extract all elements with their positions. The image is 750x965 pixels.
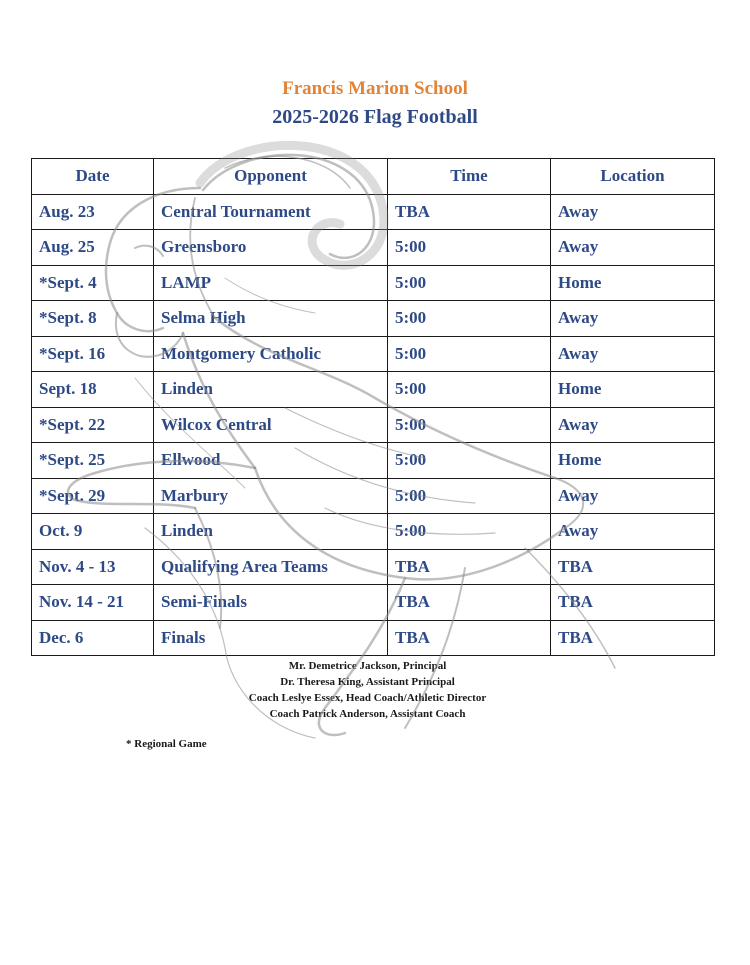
table-row [32, 230, 715, 266]
cell-date: Dec. 6 [32, 620, 154, 656]
cell-time: 5:00 [388, 478, 551, 514]
column-header-location: Location [551, 159, 715, 195]
table-row [32, 620, 715, 656]
cell-opponent: Montgomery Catholic [154, 336, 388, 372]
cell-date: Nov. 14 - 21 [32, 585, 154, 621]
cell-opponent: Semi-Finals [154, 585, 388, 621]
cell-opponent: Finals [154, 620, 388, 656]
cell-time: TBA [388, 549, 551, 585]
cell-location: Away [551, 301, 715, 337]
table-row [32, 549, 715, 585]
cell-date: *Sept. 8 [32, 301, 154, 337]
cell-date: *Sept. 4 [32, 265, 154, 301]
cell-time: 5:00 [388, 514, 551, 550]
table-row [32, 194, 715, 230]
cell-date: Oct. 9 [32, 514, 154, 550]
cell-opponent: Linden [154, 514, 388, 550]
cell-date: Nov. 4 - 13 [32, 549, 154, 585]
table-row [32, 265, 715, 301]
cell-time: TBA [388, 620, 551, 656]
table-row [32, 372, 715, 408]
cell-location: Away [551, 407, 715, 443]
cell-time: 5:00 [388, 372, 551, 408]
cell-opponent: Central Tournament [154, 194, 388, 230]
cell-opponent: Wilcox Central [154, 407, 388, 443]
cell-date: *Sept. 25 [32, 443, 154, 479]
staff-head-coach: Coach Leslye Essex, Head Coach/Athletic Director [248, 692, 487, 704]
column-header-opponent: Opponent [154, 159, 388, 195]
cell-opponent: Selma High [154, 301, 388, 337]
column-header-date: Date [32, 159, 154, 195]
cell-date: Aug. 25 [32, 230, 154, 266]
cell-time: TBA [388, 585, 551, 621]
cell-date: Sept. 18 [32, 372, 154, 408]
cell-date: *Sept. 29 [32, 478, 154, 514]
cell-location: TBA [551, 549, 715, 585]
cell-opponent: Linden [154, 372, 388, 408]
table-row [32, 478, 715, 514]
cell-time: 5:00 [388, 407, 551, 443]
cell-location: Away [551, 514, 715, 550]
school-name: Francis Marion School [282, 78, 468, 99]
table-row [32, 443, 715, 479]
cell-time: 5:00 [388, 443, 551, 479]
cell-date: *Sept. 22 [32, 407, 154, 443]
season-title: 2025-2026 Flag Football [272, 106, 478, 128]
schedule-body [32, 194, 715, 656]
table-row [32, 407, 715, 443]
cell-location: Away [551, 194, 715, 230]
cell-location: Home [551, 372, 715, 408]
cell-time: 5:00 [388, 336, 551, 372]
table-row [32, 585, 715, 621]
cell-time: TBA [388, 194, 551, 230]
table-row [32, 301, 715, 337]
cell-opponent: Marbury [154, 478, 388, 514]
regional-game-footnote: * Regional Game [126, 738, 207, 750]
cell-location: Away [551, 230, 715, 266]
staff-assistant-principal: Dr. Theresa King, Assistant Principal [280, 676, 455, 688]
table-row [32, 514, 715, 550]
cell-location: Home [551, 443, 715, 479]
cell-location: TBA [551, 585, 715, 621]
table-header-row [32, 159, 715, 195]
cell-opponent: LAMP [154, 265, 388, 301]
cell-location: Away [551, 336, 715, 372]
cell-opponent: Ellwood [154, 443, 388, 479]
table-row [32, 336, 715, 372]
cell-opponent: Greensboro [154, 230, 388, 266]
schedule-table [31, 158, 715, 656]
cell-time: 5:00 [388, 301, 551, 337]
cell-location: Home [551, 265, 715, 301]
staff-assistant-coach: Coach Patrick Anderson, Assistant Coach [269, 708, 466, 720]
cell-date: Aug. 23 [32, 194, 154, 230]
column-header-time: Time [388, 159, 551, 195]
cell-time: 5:00 [388, 265, 551, 301]
cell-opponent: Qualifying Area Teams [154, 549, 388, 585]
staff-list [0, 658, 735, 722]
cell-location: TBA [551, 620, 715, 656]
cell-location: Away [551, 478, 715, 514]
staff-principal: Mr. Demetrice Jackson, Principal [288, 660, 447, 672]
cell-date: *Sept. 16 [32, 336, 154, 372]
cell-time: 5:00 [388, 230, 551, 266]
